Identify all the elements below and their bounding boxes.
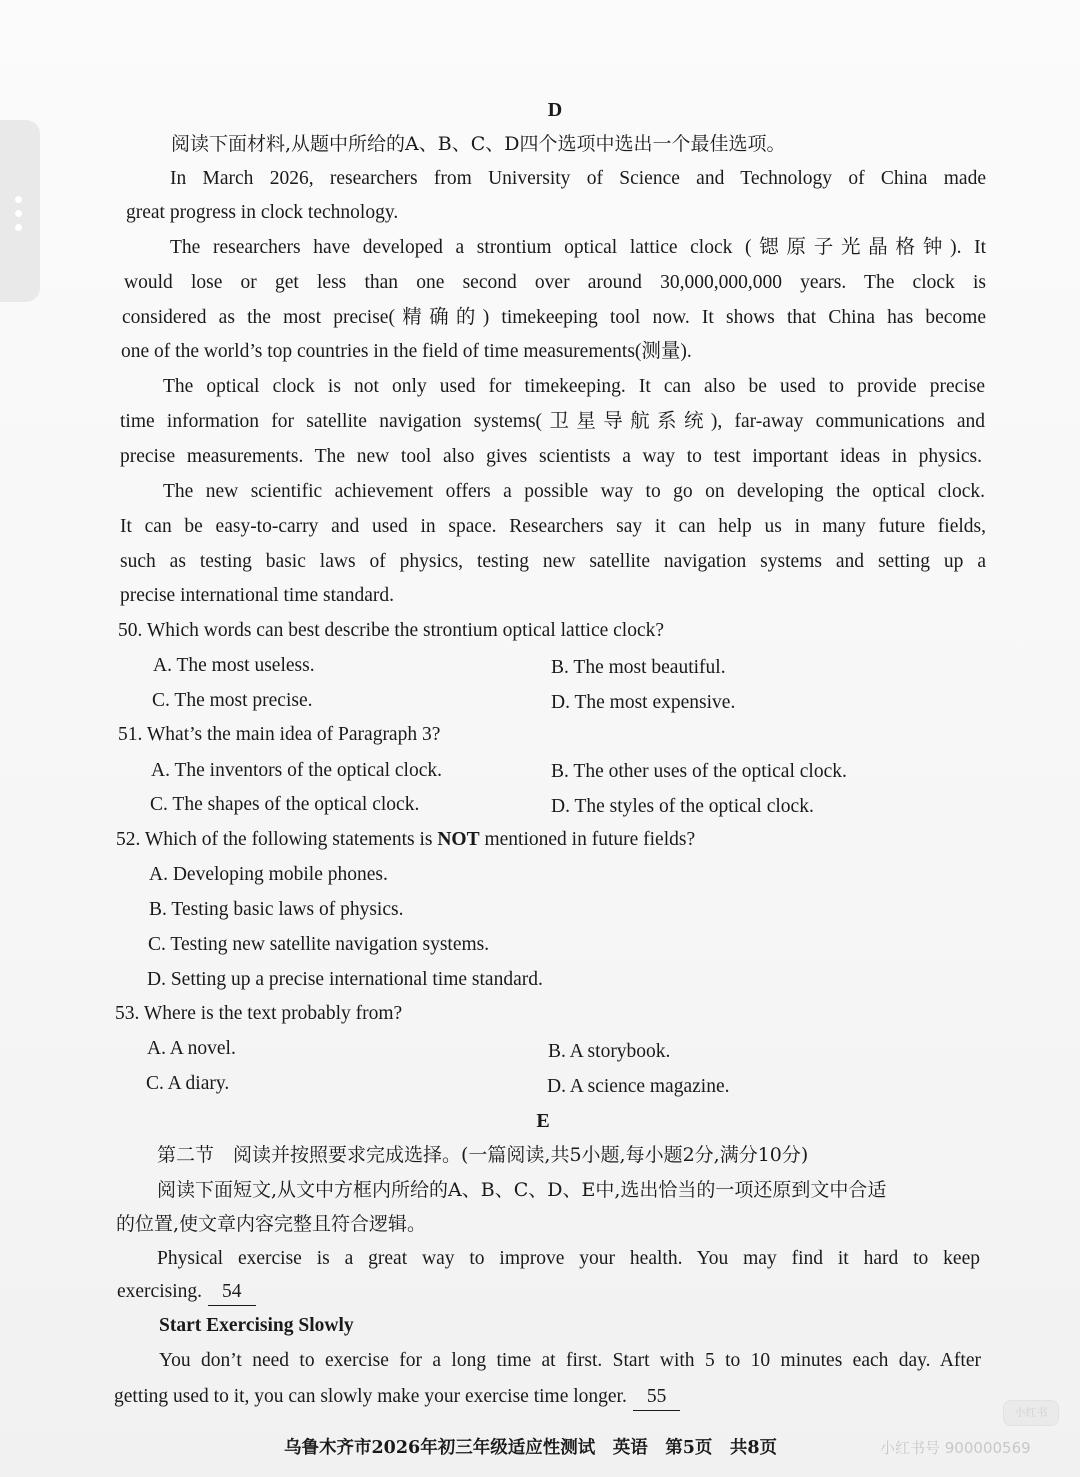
question-51-stem: 51. What’s the main idea of Paragraph 3? [118, 724, 441, 745]
question-52-option-b[interactable]: B. Testing basic laws of physics. [149, 899, 404, 920]
paragraph-line: such as testing basic laws of physics, testing new satellite navigation systems and setting up a [120, 551, 986, 572]
question-50-option-b[interactable]: B. The most beautiful. [551, 657, 726, 678]
question-51-option-c[interactable]: C. The shapes of the optical clock. [150, 794, 420, 815]
paragraph-line: The new scientific achievement offers a possible way to go on developing the optical clock. [163, 481, 985, 502]
question-53-option-b[interactable]: B. A storybook. [548, 1041, 671, 1062]
question-51-option-d[interactable]: D. The styles of the optical clock. [551, 796, 814, 817]
paragraph-line [117, 1279, 256, 1306]
question-52-stem-post: mentioned in future fields? [479, 829, 696, 850]
paragraph-line: considered as the most precise(精确的) timekeeping tool now. It shows that China has become [122, 307, 986, 328]
question-51-option-a[interactable]: A. The inventors of the optical clock. [151, 760, 442, 781]
paragraph-line: great progress in clock technology. [126, 202, 399, 223]
paragraph-line: precise measurements. The new tool also gives scientists a way to test important ideas in physics. [120, 446, 982, 467]
section-e-heading: E [536, 1110, 550, 1132]
question-53-stem: 53. Where is the text probably from? [115, 1003, 403, 1024]
question-52-option-d[interactable]: D. Setting up a precise international time standard. [147, 969, 543, 990]
section-e-instruction: 阅读下面短文,从文中方框内所给的A、B、C、D、E中,选出恰当的一项还原到文中合适 [157, 1179, 887, 1201]
paragraph-line: The optical clock is not only used for timekeeping. It can also be used to provide precise [163, 376, 985, 397]
paragraph-line: one of the world’s top countries in the field of time measurements(测量). [121, 341, 692, 362]
paragraph-line: It can be easy-to-carry and used in space. Researchers say it can help us in many future fields, [120, 516, 986, 537]
dot-icon [15, 224, 22, 231]
question-50-option-c[interactable]: C. The most precise. [152, 690, 313, 711]
question-53-option-c[interactable]: C. A diary. [146, 1073, 230, 1094]
question-53-option-d[interactable]: D. A science magazine. [547, 1076, 730, 1097]
section-d-heading: D [547, 99, 563, 121]
question-50-option-d[interactable]: D. The most expensive. [551, 692, 736, 713]
question-53-option-a[interactable]: A. A novel. [147, 1038, 236, 1059]
side-menu-handle[interactable] [0, 120, 40, 302]
paragraph-line: Physical exercise is a great way to improve your health. You may find it hard to keep [157, 1248, 980, 1269]
watermark-id: 小红书号 900000569 [880, 1439, 1031, 1457]
question-52-stem [116, 827, 695, 853]
question-52-option-a[interactable]: A. Developing mobile phones. [149, 864, 388, 885]
question-52-stem-emphasis: NOT [437, 829, 480, 850]
section-e-instruction: 的位置,使文章内容完整且符合逻辑。 [116, 1213, 427, 1235]
question-52-option-c[interactable]: C. Testing new satellite navigation systems. [148, 934, 490, 955]
answer-blank-54[interactable]: 54 [208, 1279, 256, 1306]
paragraph-line: time information for satellite navigation systems(卫星导航系统), far-away communications and [120, 411, 985, 432]
answer-blank-55[interactable]: 55 [633, 1384, 681, 1411]
dot-icon [15, 196, 22, 203]
question-51-option-b[interactable]: B. The other uses of the optical clock. [551, 761, 847, 782]
question-52-stem-pre: 52. Which of the following statements is [116, 829, 438, 850]
paragraph-line [114, 1384, 680, 1411]
section-d-instruction: 阅读下面材料,从题中所给的A、B、C、D四个选项中选出一个最佳选项。 [171, 133, 786, 155]
question-50-stem: 50. Which words can best describe the strontium optical lattice clock? [118, 620, 665, 641]
page-footer: 乌鲁木齐市2026年初三年级适应性测试 英语 第5页 共8页 [284, 1438, 778, 1458]
question-50-option-a[interactable]: A. The most useless. [153, 655, 315, 676]
paragraph-line: You don’t need to exercise for a long time at first. Start with 5 to 10 minutes each day. After [159, 1350, 981, 1371]
paragraph-line: would lose or get less than one second over around 30,000,000,000 years. The clock is [124, 272, 986, 293]
paragraph-line: In March 2026, researchers from University of Science and Technology of China made [170, 168, 986, 189]
paragraph-text: getting used to it, you can slowly make your exercise time longer. [114, 1386, 627, 1407]
watermark-logo: 小红书 [1003, 1400, 1059, 1426]
section-e-subheading: Start Exercising Slowly [159, 1315, 354, 1336]
paragraph-line: precise international time standard. [120, 585, 394, 606]
section-e-part-title: 第二节 阅读并按照要求完成选择。(一篇阅读,共5小题,每小题2分,满分10分) [157, 1144, 809, 1166]
paragraph-text: exercising. [117, 1281, 203, 1302]
dot-icon [15, 210, 22, 217]
paragraph-line: The researchers have developed a strontium optical lattice clock (锶原子光晶格钟). It [170, 237, 986, 258]
